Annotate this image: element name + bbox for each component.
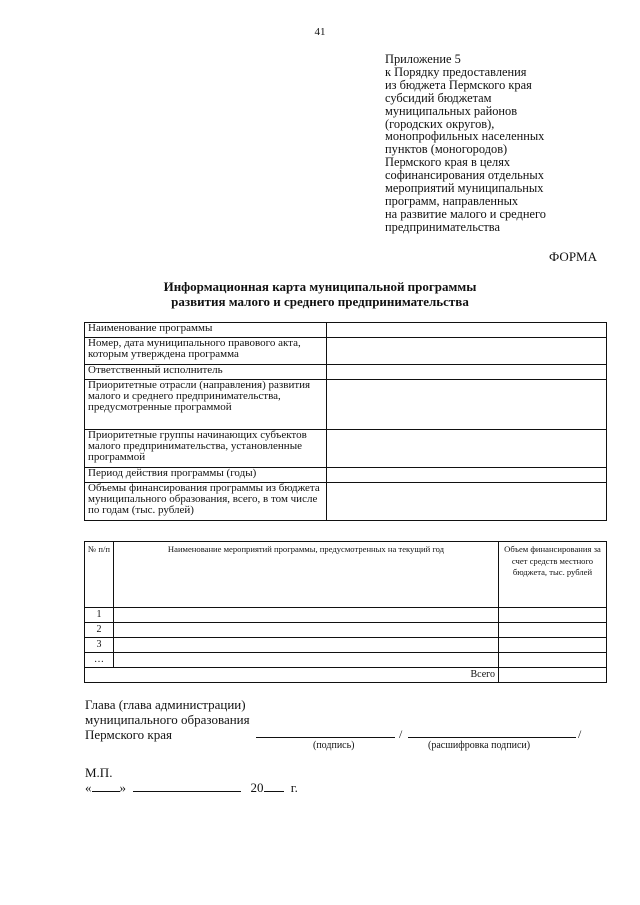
appendix-line: субсидий бюджетам [385, 90, 492, 105]
row-number: 3 [85, 638, 114, 653]
info-value-cell[interactable] [327, 338, 607, 365]
year-blank[interactable] [264, 779, 284, 792]
appendix-line: монопрофильных населенных [385, 129, 545, 144]
slash-separator: / [578, 727, 582, 741]
program-info-table [84, 322, 607, 521]
signature-line[interactable] [256, 737, 395, 738]
appendix-line: предпринимательства [385, 219, 500, 234]
month-blank[interactable] [133, 779, 241, 792]
appendix-line: программ, направленных [385, 193, 519, 208]
info-value-cell[interactable] [327, 468, 607, 483]
col-header-funding: Объем финансирования за счет средств местного бюджета, тыс. рублей [499, 542, 607, 608]
total-funding-cell[interactable] [499, 668, 607, 683]
activity-cell[interactable] [114, 653, 499, 668]
info-row [85, 483, 607, 521]
year-suffix: г. [290, 780, 298, 795]
info-label: Объемы финансирования программы из бюджета муниципального образования, всего, в том числе по годам (тыс. рублей) [85, 483, 327, 521]
funding-cell[interactable] [499, 638, 607, 653]
stamp-place-label: М.П. [85, 765, 113, 780]
info-value-cell[interactable] [327, 365, 607, 380]
day-blank[interactable] [92, 779, 120, 792]
info-row [85, 323, 607, 338]
funding-cell[interactable] [499, 653, 607, 668]
year-prefix: 20 [250, 780, 264, 795]
appendix-line: муниципальных районов [385, 103, 518, 118]
table-row [85, 623, 607, 638]
table-row [85, 608, 607, 623]
total-row [85, 668, 607, 683]
title-line-2: развития малого и среднего предпринимательства [171, 294, 469, 309]
signature-caption: (подпись) [313, 740, 355, 751]
activity-cell[interactable] [114, 623, 499, 638]
activity-cell[interactable] [114, 608, 499, 623]
appendix-line: пунктов (моногородов) [385, 142, 508, 157]
quote-open: « [85, 780, 92, 795]
table-row [85, 638, 607, 653]
table-row [85, 653, 607, 668]
signatory-line-3: Пермского края [85, 727, 172, 742]
info-row [85, 380, 607, 430]
info-label: Приоритетные отрасли (направления) развития малого и среднего предпринимательства, предусмотренные программой [85, 380, 327, 430]
col-header-number: № п/п [85, 542, 114, 608]
info-value-cell[interactable] [327, 323, 607, 338]
info-label: Период действия программы (годы) [85, 468, 327, 483]
activities-table [84, 541, 607, 683]
info-row [85, 338, 607, 365]
signatory-line-2: муниципального образования [85, 712, 250, 727]
appendix-line: софинансирования отдельных [385, 168, 544, 183]
signatory-block [85, 697, 250, 742]
info-value-cell[interactable] [327, 483, 607, 521]
total-label: Всего [85, 668, 499, 683]
title-line-1: Информационная карта муниципальной программы [163, 279, 477, 294]
row-number: 1 [85, 608, 114, 623]
info-value-cell[interactable] [327, 430, 607, 468]
funding-cell[interactable] [499, 608, 607, 623]
quote-close: » [119, 780, 126, 795]
info-label: Номер, дата муниципального правового акта, которым утверждена программа [85, 338, 327, 365]
row-number: 2 [85, 623, 114, 638]
appendix-line: к Порядку предоставления [385, 64, 527, 79]
info-row [85, 365, 607, 380]
form-label: ФОРМА [549, 249, 597, 264]
page-number: 41 [314, 26, 326, 38]
signatory-line-1: Глава (глава администрации) [85, 697, 246, 712]
appendix-line: на развитие малого и среднего [385, 206, 546, 221]
info-label: Ответственный исполнитель [85, 365, 327, 380]
info-label: Приоритетные группы начинающих субъектов малого предпринимательства, установленные программой [85, 430, 327, 468]
date-line [85, 779, 298, 796]
col-header-activity: Наименование мероприятий программы, предусмотренных на текущий год [114, 542, 499, 608]
appendix-line: (городских округов), [385, 116, 495, 131]
info-value-cell[interactable] [327, 380, 607, 430]
activity-cell[interactable] [114, 638, 499, 653]
appendix-line: из бюджета Пермского края [385, 77, 532, 92]
appendix-line: Пермского края в целях [385, 155, 511, 170]
activities-header-row [85, 542, 607, 608]
decoding-caption: (расшифровка подписи) [428, 740, 531, 751]
appendix-line: мероприятий муниципальных [385, 181, 544, 196]
funding-cell[interactable] [499, 623, 607, 638]
appendix-reference [385, 53, 625, 234]
document-title [0, 279, 640, 309]
row-number: … [85, 653, 114, 668]
info-row [85, 430, 607, 468]
appendix-line: Приложение 5 [385, 52, 461, 66]
slash-separator: / [399, 727, 403, 741]
info-row [85, 468, 607, 483]
signature-decoding-line[interactable] [408, 737, 576, 738]
info-label: Наименование программы [85, 323, 327, 338]
